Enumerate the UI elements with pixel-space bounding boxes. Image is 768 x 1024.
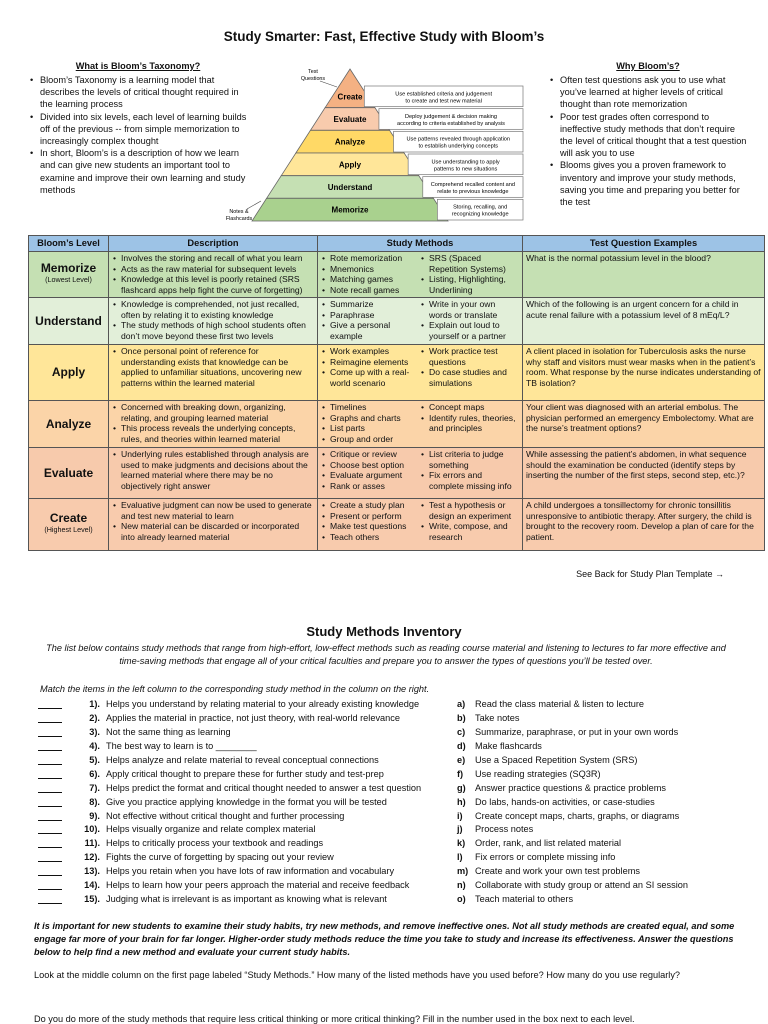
match-item [38, 726, 438, 740]
pyramid-level-description: patterns to new situations [433, 166, 498, 173]
bullet-item: • Poor test grades often correspond to ineffective study methods that don’t require the level of critical thought that a test question will ask you to use [548, 111, 748, 160]
option-text: Answer practice questions & practice problems [475, 782, 666, 793]
match-option [457, 698, 757, 712]
option-letter: h) [457, 796, 466, 807]
match-option [457, 879, 757, 893]
option-letter: k) [457, 838, 466, 849]
study-method-item: • Listing, Highlighting, Underlining [420, 274, 519, 295]
option-text: Order, rank, and list related material [475, 838, 622, 849]
item-number: 1). [89, 699, 100, 710]
study-methods-cell [318, 345, 523, 401]
match-option [457, 892, 757, 906]
inventory-intro: The list below contains study methods that range from high-effort, low-effect methods such as reading course material and listening to lectures to far more effective and time-saving methods that engage all of your critical faculties and prepare you to answer the types of questions you’ll be tested over. [46, 643, 726, 666]
item-text: The best way to learn is to ________ [106, 741, 257, 752]
match-item [38, 754, 438, 768]
pyramid-level-label: Memorize [331, 205, 369, 215]
answer-blank[interactable] [38, 742, 62, 751]
item-text: Helps visually organize and relate complex material [106, 824, 316, 835]
answer-blank[interactable] [38, 700, 62, 709]
item-number: 4). [89, 741, 100, 752]
study-method-item: • Work practice test questions [420, 346, 519, 367]
why-blooms-section [548, 61, 748, 208]
option-text: Use a Spaced Repetition System (SRS) [475, 754, 638, 765]
answer-blank[interactable] [38, 881, 62, 890]
bullet-list [548, 74, 748, 208]
match-item [38, 865, 438, 879]
option-letter: o) [457, 893, 466, 904]
description-cell [109, 448, 318, 499]
match-option [457, 865, 757, 879]
study-methods-cell [318, 499, 523, 551]
bloom-level-cell [29, 401, 109, 448]
item-text: Give you practice applying knowledge in the format you will be tested [106, 796, 387, 807]
answer-blank[interactable] [38, 756, 62, 765]
answer-blank[interactable] [38, 728, 62, 737]
study-method-item: • Make test questions [321, 521, 420, 532]
match-items-list [38, 698, 438, 906]
study-method-item: • Reimagine elements [321, 357, 420, 368]
study-method-item: • Write, compose, and research [420, 521, 519, 542]
pyramid-bottom-label: Flashcards [225, 216, 253, 222]
blooms-pyramid [225, 63, 545, 233]
item-number: 2). [89, 713, 100, 724]
match-option [457, 795, 757, 809]
bloom-level-cell [29, 499, 109, 551]
answer-blank[interactable] [38, 853, 62, 862]
bloom-level-name: Create [49, 511, 88, 526]
pyramid-diagram [225, 63, 545, 233]
pyramid-level-label: Evaluate [333, 115, 367, 124]
item-number: 5). [89, 754, 100, 765]
see-back-note: See Back for Study Plan Template → [576, 569, 724, 579]
pyramid-level-description: Use established criteria and judgement [395, 91, 493, 98]
study-method-item: • List criteria to judge something [420, 449, 519, 470]
description-cell [109, 252, 318, 298]
item-text: Apply critical thought to prepare these for further study and test-prep [106, 768, 384, 779]
option-text: Summarize, paraphrase, or put in your own words [475, 727, 679, 738]
table-row [29, 448, 765, 499]
option-letter: m) [457, 866, 469, 877]
match-option [457, 767, 757, 781]
option-text: Create concept maps, charts, graphs, or diagrams [475, 810, 680, 821]
table-body [29, 252, 765, 551]
pyramid-level-label: Apply [338, 160, 362, 170]
study-method-item: • Summarize [321, 299, 420, 310]
item-text: Helps predict the format and critical thought needed to answer a test question [106, 782, 422, 793]
test-question-cell: What is the normal potassium level in the blood? [523, 252, 765, 298]
bloom-level-cell [29, 345, 109, 401]
study-method-item: • Concept maps [420, 402, 519, 413]
description-item: • Acts as the raw material for subsequent levels [112, 264, 314, 275]
bloom-level-cell [29, 448, 109, 499]
bloom-level-name: Memorize [40, 261, 97, 276]
col-header: Study Methods [318, 236, 523, 252]
option-text: Collaborate with study group or attend an SI session [475, 880, 688, 890]
pyramid-level-description: relate to previous knowledge [437, 189, 509, 195]
description-item: • New material can be discarded or incorporated into already learned material [112, 521, 314, 542]
option-letter: j) [457, 824, 463, 835]
answer-blank[interactable] [38, 798, 62, 807]
pyramid-level-description: recognizing knowledge [451, 211, 509, 218]
bullet-item: • Blooms gives you a proven framework to inventory and improve your study methods, saving you time and preparing you better for the test [548, 159, 748, 208]
match-item [38, 795, 438, 809]
option-text: Read the class material & listen to lecture [475, 699, 645, 710]
option-letter: e) [457, 754, 466, 765]
inventory-title: Study Methods Inventory [306, 624, 462, 639]
answer-blank[interactable] [38, 839, 62, 848]
match-option [457, 712, 757, 726]
description-item: • The study methods of high school students often don’t move beyond these first two levels [112, 320, 314, 341]
option-text: Fix errors or complete missing info [475, 852, 616, 863]
description-item: • Underlying rules established through analysis are used to make judgments and decisions about the learned material where there may be no objectively right answer [112, 449, 314, 491]
description-cell [109, 298, 318, 345]
bloom-level-cell [29, 298, 109, 345]
item-number: 6). [89, 768, 100, 779]
match-item [38, 851, 438, 865]
bloom-level-cell [29, 252, 109, 298]
description-cell [109, 345, 318, 401]
pyramid-level-label: Create [337, 92, 363, 102]
answer-blank[interactable] [38, 770, 62, 779]
match-item [38, 879, 438, 893]
study-methods-cell [318, 448, 523, 499]
item-text: Judging what is irrelevant is as important as knowing what is relevant [106, 893, 387, 904]
option-letter: g) [457, 782, 466, 793]
match-options-list [457, 698, 757, 906]
bullet-list [28, 74, 248, 196]
option-text: Use reading strategies (SQ3R) [475, 768, 601, 779]
description-cell [109, 401, 318, 448]
bullet-item: • Often test questions ask you to use what you’ve learned at higher levels of critical thought than rote memorization [548, 74, 748, 111]
match-item [38, 809, 438, 823]
pyramid-level-label: Analyze [334, 137, 366, 147]
bloom-level-name: Evaluate [43, 465, 94, 480]
match-item [38, 767, 438, 781]
option-letter: f) [457, 768, 464, 779]
study-method-item: • Rank or asses [321, 481, 420, 492]
item-text: Applies the material in practice, not just theory, with real-world relevance [106, 713, 400, 724]
study-method-item: • List parts [321, 423, 420, 434]
study-methods-cell [318, 401, 523, 448]
item-number: 7). [89, 782, 100, 793]
study-method-item: • Teach others [321, 532, 420, 543]
question-1: Look at the middle column on the first page labeled “Study Methods.” How many of the listed methods have you used before? How many do you use regularly? [34, 970, 681, 980]
table-row [29, 298, 765, 345]
pyramid-top-label: Test [308, 69, 318, 75]
option-letter: d) [457, 741, 466, 752]
answer-blank[interactable] [38, 867, 62, 876]
description-item: • This process reveals the underlying concepts, rules, and theories within learned material [112, 423, 314, 444]
test-question-cell: While assessing the patient’s abdomen, in what sequence should the examination be conducted (identify steps by inserting the number of the first steps, second step, etc.)? [523, 448, 765, 499]
question-2: Do you do more of the study methods that require less critical thinking or more critical thinking? Fill in the number used in the box next to each level. [34, 1014, 635, 1024]
match-option [457, 726, 757, 740]
pyramid-level-description: Storing, recalling, and [453, 204, 508, 211]
bloom-level-name: Understand [35, 313, 102, 328]
option-text: Process notes [475, 824, 534, 835]
study-method-item: • SRS (Spaced Repetition Systems) [420, 253, 519, 274]
study-method-item: • Graphs and charts [321, 413, 420, 424]
option-letter: l) [457, 852, 463, 863]
item-text: Helps analyze and relate material to reveal conceptual connections [106, 754, 379, 765]
study-method-item: • Present or perform [321, 511, 420, 522]
study-method-item: • Rote memorization [321, 253, 420, 264]
study-methods-cell [318, 298, 523, 345]
match-option [457, 781, 757, 795]
match-option [457, 740, 757, 754]
table-row [29, 252, 765, 298]
study-method-item: • Mnemonics [321, 264, 420, 275]
item-number: 14). [84, 880, 100, 890]
bullet-item: • In short, Bloom’s is a description of how we learn and can give new students an important tool to examine and improve their own learning and study methods [28, 147, 248, 196]
match-item [38, 892, 438, 906]
match-option [457, 837, 757, 851]
study-method-item: • Matching games [321, 274, 420, 285]
option-letter: i) [457, 810, 463, 821]
study-method-item: • Critique or review [321, 449, 420, 460]
option-letter: b) [457, 713, 466, 724]
study-method-item: • Come up with a real-world scenario [321, 367, 420, 388]
answer-blank[interactable] [38, 895, 62, 904]
pyramid-level-description: Deploy judgement & decision making [404, 114, 497, 120]
description-item: • Knowledge is comprehended, not just recalled, often by relating it to existing knowledge [112, 299, 314, 320]
study-method-item: • Give a personal example [321, 320, 420, 341]
study-method-item: • Timelines [321, 402, 420, 413]
blooms-table [28, 235, 765, 551]
study-method-item: • Group and order [321, 434, 420, 445]
answer-blank[interactable] [38, 825, 62, 834]
item-text: Not effective without critical thought and further processing [106, 810, 345, 821]
study-method-item: • Evaluate argument [321, 470, 420, 481]
study-method-item: • Note recall games [321, 285, 420, 296]
test-question-cell: Your client was diagnosed with an arterial embolus. The physician performed an emergency Embolectomy. What are the nurse’s treatment options? [523, 401, 765, 448]
test-question-cell: Which of the following is an urgent concern for a child in acute renal failure with a potassium level of 8 mEq/L? [523, 298, 765, 345]
description-item: • Evaluative judgment can now be used to generate and test new material to learn [112, 500, 314, 521]
description-item: • Knowledge at this level is poorly retained (SRS flashcard apps help fight the curve of forgetting) [112, 274, 314, 295]
item-text: Fights the curve of forgetting by spacing out your review [106, 852, 334, 863]
study-method-item: • Fix errors and complete missing info [420, 470, 519, 491]
table-row [29, 345, 765, 401]
pyramid-bottom-pointer [247, 201, 261, 209]
item-text: Helps to critically process your textbook and readings [106, 838, 324, 849]
description-cell [109, 499, 318, 551]
study-method-item: • Identify rules, theories, and principles [420, 413, 519, 434]
match-option [457, 809, 757, 823]
item-number: 3). [89, 727, 100, 738]
match-option [457, 823, 757, 837]
study-method-item: • Test a hypothesis or design an experiment [420, 500, 519, 521]
test-question-cell: A child undergoes a tonsillectomy for chronic tonsillitis unresponsive to antibiotic therapy. After surgery, the child is brought to the recovery room. Develop a plan of care for the patient. [523, 499, 765, 551]
test-question-cell: A client placed in isolation for Tuberculosis asks the nurse why staff and visitors must wear masks when in the patient’s room. What response by the nurse indicates understanding of TB isolation? [523, 345, 765, 401]
answer-blank[interactable] [38, 812, 62, 821]
match-item [38, 781, 438, 795]
item-text: Helps to learn how your peers approach the material and receive feedback [106, 880, 410, 890]
study-method-item: • Explain out loud to yourself or a partner [420, 320, 519, 341]
description-item: • Involves the storing and recall of what you learn [112, 253, 314, 264]
col-header: Description [109, 236, 318, 252]
bloom-level-name: Analyze [45, 416, 92, 431]
match-item [38, 823, 438, 837]
page-title: Study Smarter: Fast, Effective Study with Bloom’s [223, 29, 545, 44]
item-text: Helps you retain when you have lots of raw information and vocabulary [106, 866, 395, 877]
col-header: Test Question Examples [523, 236, 765, 252]
study-method-item: • Write in your own words or translate [420, 299, 519, 320]
pyramid-level-label: Understand [327, 183, 373, 192]
answer-blank[interactable] [38, 714, 62, 723]
pyramid-level-description: to establish underlying concepts [418, 143, 499, 150]
pyramid-level-description: according to criteria established by analysis [397, 121, 505, 127]
table-row [29, 401, 765, 448]
study-method-item: • Paraphrase [321, 310, 420, 321]
option-text: Teach material to others [475, 893, 574, 904]
pyramid-bottom-label: Notes & [229, 209, 249, 215]
item-text: Not the same thing as learning [106, 727, 231, 738]
option-letter: c) [457, 727, 466, 738]
study-method-item: • Create a study plan [321, 500, 420, 511]
item-number: 9). [89, 810, 100, 821]
match-option [457, 851, 757, 865]
match-item [38, 740, 438, 754]
bloom-level-note: (Highest Level) [44, 525, 93, 534]
option-letter: n) [457, 880, 466, 890]
answer-blank[interactable] [38, 784, 62, 793]
match-item [38, 837, 438, 851]
option-text: Take notes [475, 713, 520, 724]
bullet-item: • Divided into six levels, each level of learning builds off of the previous -- from simple memorization to increasingly complex thought [28, 111, 248, 148]
option-letter: a) [457, 699, 466, 710]
pyramid-top-label: Questions [300, 76, 326, 82]
item-number: 15). [84, 893, 100, 904]
match-instruction: Match the items in the left column to the corresponding study method in the column on the right. [40, 684, 430, 694]
section-heading: Why Bloom’s? [616, 61, 680, 71]
match-option [457, 754, 757, 768]
study-method-item: • Work examples [321, 346, 420, 357]
option-text: Create and work your own test problems [475, 866, 640, 877]
pyramid-level-description: Use understanding to apply [431, 159, 500, 166]
table-row [29, 499, 765, 551]
study-method-item: • Do case studies and simulations [420, 367, 519, 388]
option-text: Do labs, hands-on activities, or case-studies [475, 796, 655, 807]
study-habits-paragraph: It is important for new students to examine their study habits, try new methods, and remove ineffective ones. Not all study methods are created equal, and some engage far more of your brain for far longer. Higher-order study methods reduce the time you take to study and increase its effectiveness. Answer the questions below to help find a new method and evaluate your current study habits. [34, 921, 735, 957]
description-item: • Once personal point of reference for understanding exists that knowledge can be applied to unfamiliar situations, uncovering new patterns within the learned material [112, 346, 314, 388]
bloom-level-name: Apply [51, 365, 86, 380]
pyramid-level-description: to create and test new material [405, 98, 482, 105]
description-item: • Concerned with breaking down, organizing, relating, and grouping learned material [112, 402, 314, 423]
bullet-item: • Bloom’s Taxonomy is a learning model that describes the levels of critical thought required in the learning process [28, 74, 248, 111]
match-item [38, 698, 438, 712]
item-number: 13). [84, 866, 100, 877]
col-header: Bloom’s Level [29, 236, 109, 252]
study-methods-cell [318, 252, 523, 298]
section-heading: What is Bloom’s Taxonomy? [75, 61, 201, 71]
study-method-item: • Choose best option [321, 460, 420, 471]
table-header-row [29, 236, 765, 252]
item-text: Helps you understand by relating material to your already existing knowledge [106, 699, 420, 710]
pyramid-level-description: Use patterns revealed through application [406, 136, 511, 143]
pyramid-top-pointer [320, 81, 337, 87]
option-text: Make flashcards [475, 741, 542, 752]
pyramid-level-description: Comprehend recalled content and [430, 182, 516, 188]
item-number: 12). [84, 852, 100, 863]
item-number: 10). [84, 824, 100, 835]
match-item [38, 712, 438, 726]
item-number: 11). [84, 838, 100, 849]
bloom-level-note: (Lowest Level) [45, 275, 92, 284]
item-number: 8). [89, 796, 100, 807]
what-is-blooms-section [28, 61, 248, 196]
